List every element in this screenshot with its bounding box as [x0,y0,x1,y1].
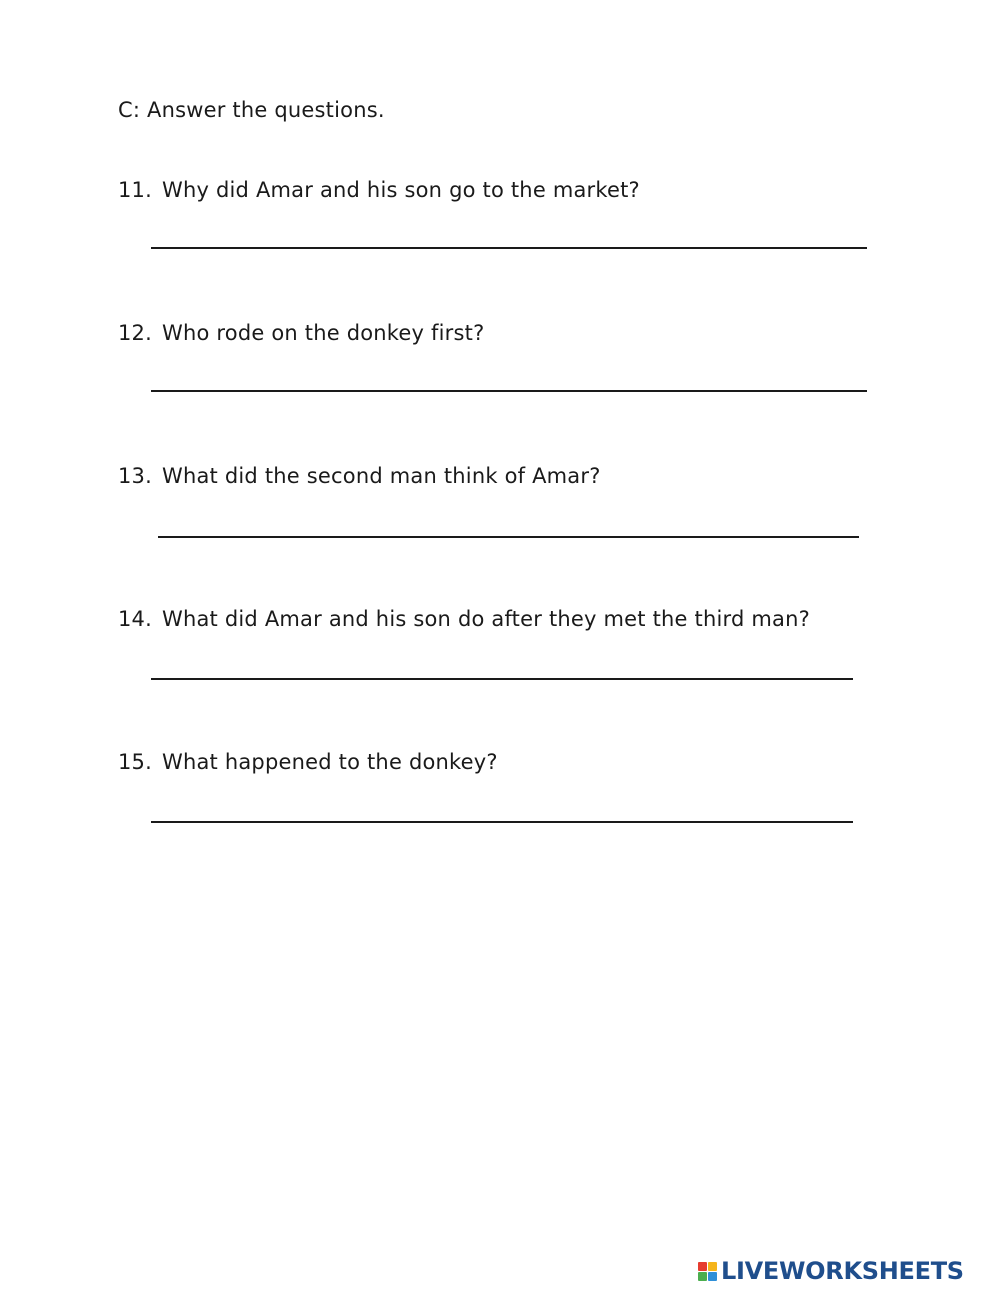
answer-line-12[interactable] [151,390,867,392]
question-text: What did Amar and his son do after they met the third man? [162,607,810,631]
question-13 [118,464,601,488]
question-15 [118,750,498,774]
answer-line-15[interactable] [151,821,853,823]
liveworksheets-logo [698,1256,964,1286]
answer-line-11[interactable] [151,247,867,249]
question-number: 12. [118,321,152,345]
logo-block [698,1272,707,1281]
logo-block [698,1262,707,1271]
section-heading: C: Answer the questions. [118,98,385,122]
answer-line-13[interactable] [158,536,859,538]
logo-wordmark: LIVEWORKSHEETS [721,1257,964,1285]
question-12 [118,321,484,345]
logo-block [708,1272,717,1281]
question-number: 13. [118,464,152,488]
question-text: Who rode on the donkey first? [162,321,485,345]
question-text: What happened to the donkey? [162,750,498,774]
question-14 [118,607,810,631]
question-number: 14. [118,607,152,631]
logo-block [708,1262,717,1271]
answer-line-14[interactable] [151,678,853,680]
question-number: 15. [118,750,152,774]
question-number: 11. [118,178,152,202]
question-11 [118,178,640,202]
logo-blocks-icon [698,1262,717,1281]
question-text: What did the second man think of Amar? [162,464,601,488]
question-text: Why did Amar and his son go to the market? [162,178,640,202]
